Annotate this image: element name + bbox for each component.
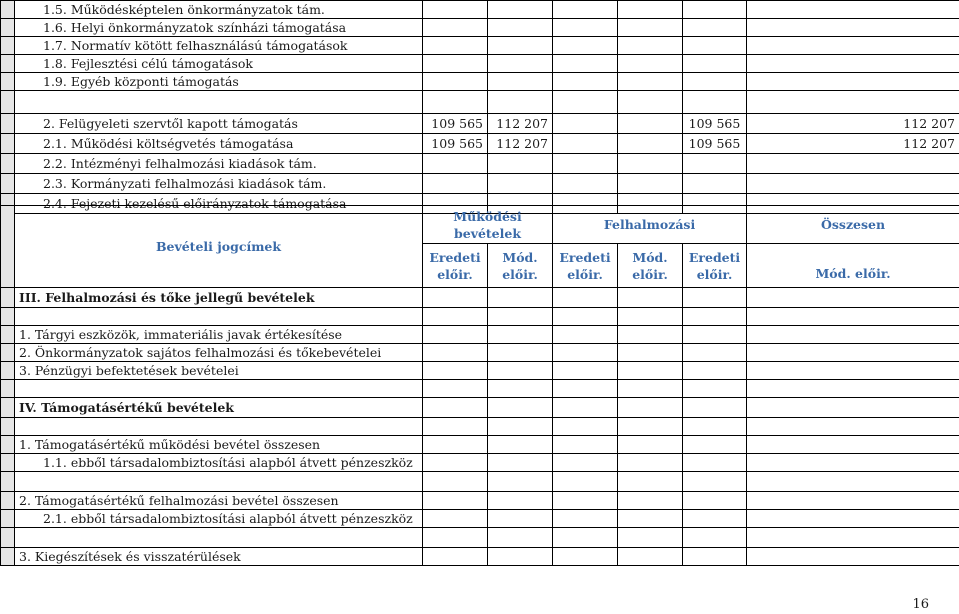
value-eredeti-mukodesi	[423, 288, 488, 308]
table-row	[1, 362, 959, 380]
row-label: 2.3. Kormányzati felhalmozási kiadások tám.	[15, 174, 423, 194]
row-label: 1.1. ebből társadalombiztosítási alapból átvett pénzeszköz	[15, 454, 423, 472]
table-row	[1, 154, 959, 174]
value-mod-felhalmozasi	[618, 37, 683, 55]
value-mod-mukodesi	[488, 344, 553, 362]
row-label: 1.5. Működésképtelen önkormányzatok tám.	[15, 1, 423, 19]
row-gutter	[1, 510, 15, 528]
value-eredeti-felhalmozasi	[553, 454, 618, 472]
value-eredeti-felhalmozasi	[553, 73, 618, 91]
table-row	[1, 418, 959, 436]
value-mod-mukodesi: 112 207	[488, 134, 553, 154]
value-mod-felhalmozasi	[618, 436, 683, 454]
table-row	[1, 528, 959, 548]
value-eredeti-osszesen	[683, 344, 747, 362]
value-eredeti-mukodesi	[423, 510, 488, 528]
value-eredeti-osszesen	[683, 548, 747, 566]
value-mod-osszesen	[747, 288, 959, 308]
value-mod-felhalmozasi	[618, 174, 683, 194]
value-mod-osszesen	[747, 418, 959, 436]
value-mod-felhalmozasi	[618, 73, 683, 91]
row-gutter	[1, 73, 15, 91]
value-eredeti-osszesen	[683, 19, 747, 37]
value-mod-osszesen	[747, 19, 959, 37]
value-eredeti-mukodesi: 109 565	[423, 134, 488, 154]
value-mod-felhalmozasi	[618, 380, 683, 398]
value-eredeti-felhalmozasi	[553, 398, 618, 418]
value-eredeti-osszesen	[683, 91, 747, 114]
top-table	[0, 0, 959, 214]
row-label: 1. Támogatásértékű működési bevétel összesen	[15, 436, 423, 454]
value-eredeti-osszesen	[683, 380, 747, 398]
table-row	[1, 326, 959, 344]
row-gutter	[1, 154, 15, 174]
value-mod-mukodesi	[488, 55, 553, 73]
value-eredeti-osszesen: 109 565	[683, 134, 747, 154]
row-gutter	[1, 91, 15, 114]
row-label	[15, 380, 423, 398]
header-osszesen: Összesen	[747, 206, 959, 244]
value-mod-mukodesi	[488, 1, 553, 19]
value-mod-felhalmozasi	[618, 1, 683, 19]
row-gutter	[1, 472, 15, 492]
row-gutter	[1, 326, 15, 344]
value-eredeti-mukodesi	[423, 380, 488, 398]
value-eredeti-felhalmozasi	[553, 174, 618, 194]
value-mod-felhalmozasi	[618, 454, 683, 472]
row-gutter	[1, 454, 15, 472]
value-eredeti-felhalmozasi	[553, 362, 618, 380]
value-eredeti-felhalmozasi	[553, 418, 618, 436]
value-mod-mukodesi	[488, 288, 553, 308]
header-mod-1: Mód. előir.	[488, 244, 553, 288]
row-gutter	[1, 436, 15, 454]
row-label: 2.1. ebből társadalombiztosítási alapból átvett pénzeszköz	[15, 510, 423, 528]
value-eredeti-mukodesi: 109 565	[423, 114, 488, 134]
bottom-table	[0, 205, 959, 566]
row-label: 3. Kiegészítések és visszatérülések	[15, 548, 423, 566]
value-eredeti-mukodesi	[423, 55, 488, 73]
table-row	[1, 454, 959, 472]
value-mod-mukodesi	[488, 418, 553, 436]
value-eredeti-osszesen	[683, 436, 747, 454]
value-eredeti-osszesen	[683, 55, 747, 73]
row-label: III. Felhalmozási és tőke jellegű bevételek	[15, 288, 423, 308]
value-mod-mukodesi	[488, 510, 553, 528]
value-eredeti-felhalmozasi	[553, 19, 618, 37]
table-row	[1, 134, 959, 154]
value-eredeti-osszesen	[683, 308, 747, 326]
value-eredeti-osszesen	[683, 1, 747, 19]
value-eredeti-felhalmozasi	[553, 380, 618, 398]
table-row	[1, 174, 959, 194]
value-eredeti-osszesen	[683, 288, 747, 308]
table-row	[1, 1, 959, 19]
value-eredeti-mukodesi	[423, 174, 488, 194]
table-row	[1, 472, 959, 492]
row-gutter	[1, 308, 15, 326]
value-mod-osszesen	[747, 472, 959, 492]
row-label: 2.2. Intézményi felhalmozási kiadások tám.	[15, 154, 423, 174]
value-mod-felhalmozasi	[618, 19, 683, 37]
value-eredeti-mukodesi	[423, 154, 488, 174]
value-eredeti-osszesen	[683, 174, 747, 194]
table-row	[1, 19, 959, 37]
header-row-label: Bevételi jogcímek	[15, 206, 423, 288]
value-eredeti-mukodesi	[423, 308, 488, 326]
value-mod-felhalmozasi	[618, 154, 683, 174]
value-mod-felhalmozasi	[618, 510, 683, 528]
value-eredeti-felhalmozasi	[553, 436, 618, 454]
row-gutter	[1, 19, 15, 37]
value-eredeti-mukodesi	[423, 436, 488, 454]
value-eredeti-mukodesi	[423, 344, 488, 362]
value-mod-osszesen	[747, 398, 959, 418]
value-eredeti-felhalmozasi	[553, 492, 618, 510]
row-gutter	[1, 174, 15, 194]
page-number: 16	[912, 597, 929, 612]
value-mod-osszesen	[747, 308, 959, 326]
value-mod-mukodesi	[488, 308, 553, 326]
value-mod-felhalmozasi	[618, 362, 683, 380]
value-mod-felhalmozasi	[618, 326, 683, 344]
value-mod-felhalmozasi	[618, 548, 683, 566]
value-mod-osszesen	[747, 1, 959, 19]
header-mukodesi: Működési bevételek	[423, 206, 553, 244]
value-mod-osszesen: 112 207	[747, 114, 959, 134]
value-mod-felhalmozasi	[618, 472, 683, 492]
value-mod-felhalmozasi	[618, 344, 683, 362]
row-gutter	[1, 1, 15, 19]
row-gutter	[1, 528, 15, 548]
value-mod-osszesen	[747, 37, 959, 55]
header-eredeti-2: Eredeti előir.	[553, 244, 618, 288]
row-label	[15, 418, 423, 436]
row-label: 1. Tárgyi eszközök, immateriális javak értékesítése	[15, 326, 423, 344]
value-mod-felhalmozasi	[618, 308, 683, 326]
value-eredeti-mukodesi	[423, 492, 488, 510]
value-eredeti-osszesen	[683, 362, 747, 380]
value-eredeti-osszesen	[683, 454, 747, 472]
value-eredeti-mukodesi	[423, 326, 488, 344]
value-eredeti-mukodesi	[423, 398, 488, 418]
value-mod-felhalmozasi	[618, 91, 683, 114]
value-mod-mukodesi	[488, 362, 553, 380]
value-eredeti-osszesen	[683, 326, 747, 344]
header-mod-3: Mód. előir.	[747, 244, 959, 288]
value-mod-osszesen	[747, 436, 959, 454]
row-label: 2.4. Fejezeti kezelésű előirányzatok támogatása	[15, 194, 423, 214]
row-label: IV. Támogatásértékű bevételek	[15, 398, 423, 418]
value-eredeti-felhalmozasi	[553, 37, 618, 55]
value-mod-felhalmozasi	[618, 418, 683, 436]
row-gutter	[1, 380, 15, 398]
value-mod-osszesen	[747, 454, 959, 472]
table-row	[1, 91, 959, 114]
value-mod-mukodesi	[488, 19, 553, 37]
value-mod-mukodesi	[488, 380, 553, 398]
row-label	[15, 472, 423, 492]
value-mod-felhalmozasi	[618, 55, 683, 73]
value-eredeti-felhalmozasi	[553, 510, 618, 528]
value-eredeti-osszesen	[683, 73, 747, 91]
value-eredeti-mukodesi	[423, 19, 488, 37]
value-eredeti-felhalmozasi	[553, 288, 618, 308]
row-gutter	[1, 288, 15, 308]
value-eredeti-mukodesi	[423, 528, 488, 548]
row-gutter	[1, 37, 15, 55]
table-row	[1, 492, 959, 510]
value-mod-mukodesi	[488, 548, 553, 566]
value-mod-felhalmozasi	[618, 492, 683, 510]
table-row	[1, 548, 959, 566]
row-label: 1.7. Normatív kötött felhasználású támogatások	[15, 37, 423, 55]
row-label: 3. Pénzügyi befektetések bevételei	[15, 362, 423, 380]
value-mod-osszesen	[747, 154, 959, 174]
value-mod-mukodesi	[488, 174, 553, 194]
value-eredeti-felhalmozasi	[553, 114, 618, 134]
value-eredeti-osszesen	[683, 528, 747, 548]
value-eredeti-osszesen: 109 565	[683, 114, 747, 134]
row-label: 2.1. Működési költségvetés támogatása	[15, 134, 423, 154]
value-mod-osszesen	[747, 380, 959, 398]
row-label: 2. Önkormányzatok sajátos felhalmozási és tőkebevételei	[15, 344, 423, 362]
value-eredeti-osszesen	[683, 154, 747, 174]
row-label: 1.9. Egyéb központi támogatás	[15, 73, 423, 91]
row-label	[15, 91, 423, 114]
table-row	[1, 37, 959, 55]
header-eredeti-3: Eredeti előir.	[683, 244, 747, 288]
row-label	[15, 528, 423, 548]
row-gutter	[1, 114, 15, 134]
header-eredeti-1: Eredeti előir.	[423, 244, 488, 288]
value-mod-osszesen	[747, 73, 959, 91]
value-mod-osszesen	[747, 55, 959, 73]
value-mod-mukodesi: 112 207	[488, 114, 553, 134]
row-label: 1.6. Helyi önkormányzatok színházi támogatása	[15, 19, 423, 37]
row-gutter	[1, 134, 15, 154]
value-mod-mukodesi	[488, 326, 553, 344]
value-eredeti-osszesen	[683, 510, 747, 528]
row-gutter	[1, 492, 15, 510]
table-row	[1, 398, 959, 418]
table-row	[1, 55, 959, 73]
value-mod-osszesen: 112 207	[747, 134, 959, 154]
row-gutter	[1, 418, 15, 436]
value-eredeti-felhalmozasi	[553, 472, 618, 492]
value-eredeti-osszesen	[683, 37, 747, 55]
table-row	[1, 510, 959, 528]
row-label: 1.8. Fejlesztési célú támogatások	[15, 55, 423, 73]
value-eredeti-mukodesi	[423, 73, 488, 91]
value-mod-mukodesi	[488, 73, 553, 91]
value-mod-osszesen	[747, 492, 959, 510]
row-gutter	[1, 362, 15, 380]
value-mod-mukodesi	[488, 472, 553, 492]
value-eredeti-felhalmozasi	[553, 55, 618, 73]
value-eredeti-felhalmozasi	[553, 1, 618, 19]
value-mod-osszesen	[747, 344, 959, 362]
value-mod-mukodesi	[488, 398, 553, 418]
table-row	[1, 380, 959, 398]
value-eredeti-mukodesi	[423, 1, 488, 19]
value-eredeti-felhalmozasi	[553, 326, 618, 344]
value-eredeti-mukodesi	[423, 37, 488, 55]
header-felhalmozasi: Felhalmozási	[553, 206, 747, 244]
value-eredeti-mukodesi	[423, 472, 488, 492]
table-row	[1, 308, 959, 326]
value-mod-osszesen	[747, 174, 959, 194]
value-mod-osszesen	[747, 91, 959, 114]
value-eredeti-osszesen	[683, 472, 747, 492]
row-label: 2. Felügyeleti szervtől kapott támogatás	[15, 114, 423, 134]
value-eredeti-felhalmozasi	[553, 91, 618, 114]
table-row	[1, 114, 959, 134]
row-label: 2. Támogatásértékű felhalmozási bevétel összesen	[15, 492, 423, 510]
value-eredeti-mukodesi	[423, 418, 488, 436]
value-mod-felhalmozasi	[618, 114, 683, 134]
table-row	[1, 73, 959, 91]
value-eredeti-osszesen	[683, 492, 747, 510]
value-mod-osszesen	[747, 548, 959, 566]
value-mod-felhalmozasi	[618, 398, 683, 418]
header-mod-2: Mód. előir.	[618, 244, 683, 288]
value-mod-osszesen	[747, 510, 959, 528]
value-mod-osszesen	[747, 326, 959, 344]
value-eredeti-felhalmozasi	[553, 134, 618, 154]
value-mod-mukodesi	[488, 436, 553, 454]
value-mod-mukodesi	[488, 91, 553, 114]
value-eredeti-mukodesi	[423, 548, 488, 566]
row-gutter	[1, 548, 15, 566]
value-eredeti-osszesen	[683, 398, 747, 418]
table-row	[1, 288, 959, 308]
row-gutter	[1, 55, 15, 73]
row-gutter	[1, 344, 15, 362]
value-mod-mukodesi	[488, 154, 553, 174]
value-eredeti-felhalmozasi	[553, 154, 618, 174]
value-mod-osszesen	[747, 362, 959, 380]
value-mod-mukodesi	[488, 492, 553, 510]
row-gutter	[1, 398, 15, 418]
table-row	[1, 436, 959, 454]
value-eredeti-felhalmozasi	[553, 528, 618, 548]
value-eredeti-osszesen	[683, 418, 747, 436]
table-row	[1, 344, 959, 362]
row-label	[15, 308, 423, 326]
value-mod-felhalmozasi	[618, 288, 683, 308]
value-eredeti-felhalmozasi	[553, 308, 618, 326]
row-gutter	[1, 206, 15, 288]
value-eredeti-mukodesi	[423, 362, 488, 380]
value-eredeti-mukodesi	[423, 454, 488, 472]
value-mod-osszesen	[747, 528, 959, 548]
value-eredeti-felhalmozasi	[553, 548, 618, 566]
value-mod-mukodesi	[488, 528, 553, 548]
value-mod-felhalmozasi	[618, 134, 683, 154]
value-eredeti-mukodesi	[423, 91, 488, 114]
value-mod-felhalmozasi	[618, 528, 683, 548]
value-eredeti-felhalmozasi	[553, 344, 618, 362]
value-mod-mukodesi	[488, 37, 553, 55]
value-mod-mukodesi	[488, 454, 553, 472]
